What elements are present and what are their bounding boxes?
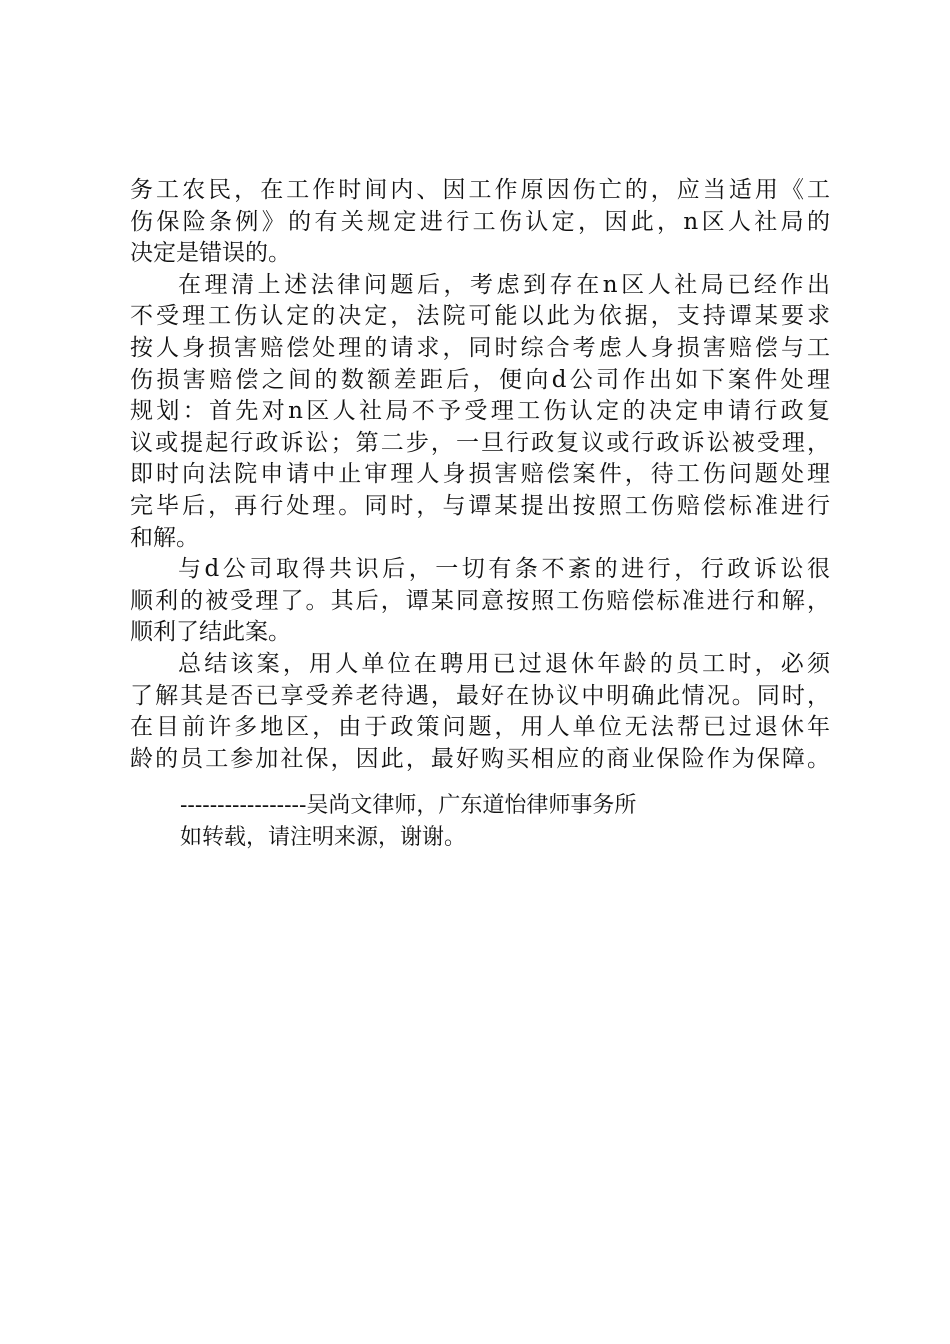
paragraph-2-line-3: 按人身损害赔偿处理的请求，同时综合考虑人身损害赔偿与工	[130, 334, 830, 361]
paragraph-4-line-4: 龄的员工参加社保，因此，最好购买相应的商业保险作为保障。	[130, 745, 830, 772]
paragraph-4-line-1: 总结该案，用人单位在聘用已过退休年龄的员工时，必须	[178, 650, 830, 677]
document-body	[130, 175, 830, 775]
repost-note: 如转载，请注明来源，谢谢。	[180, 825, 467, 850]
paragraph-1-line-3: 决定是错误的。	[130, 240, 291, 267]
paragraph-2-line-5: 规划：首先对n区人社局不予受理工伤认定的决定申请行政复	[130, 398, 830, 425]
paragraph-1-line-1: 务工农民，在工作时间内、因工作原因伤亡的，应当适用《工	[130, 177, 830, 203]
paragraph-2-line-6: 议或提起行政诉讼；第二步，一旦行政复议或行政诉讼被受理，	[130, 429, 830, 456]
paragraph-2-line-2: 不受理工伤认定的决定，法院可能以此为依据，支持谭某要求	[130, 303, 830, 330]
paragraph-2-line-7: 即时向法院申请中止审理人身损害赔偿案件，待工伤问题处理	[130, 461, 830, 488]
author-line: -----------------吴尚文律师，广东道怡律师事务所	[180, 793, 637, 818]
paragraph-4-line-3: 在目前许多地区，由于政策问题，用人单位无法帮已过退休年	[130, 714, 830, 741]
paragraph-2-line-9: 和解。	[130, 524, 199, 551]
paragraph-3-line-1: 与d公司取得共识后，一切有条不紊的进行，行政诉讼很	[178, 556, 830, 583]
paragraph-2-line-4: 伤损害赔偿之间的数额差距后，便向d公司作出如下案件处理	[130, 366, 830, 393]
paragraph-3-line-2: 顺利的被受理了。其后，谭某同意按照工伤赔偿标准进行和解，	[130, 587, 830, 614]
paragraph-2-line-8: 完毕后，再行处理。同时，与谭某提出按照工伤赔偿标准进行	[130, 492, 830, 519]
signature-block	[180, 790, 830, 854]
paragraph-3-line-3: 顺利了结此案。	[130, 619, 291, 646]
paragraph-1-line-2: 伤保险条例》的有关规定进行工伤认定，因此，n区人社局的	[130, 208, 830, 235]
paragraph-2-line-1: 在理清上述法律问题后，考虑到存在n区人社局已经作出	[178, 271, 830, 298]
paragraph-4-line-2: 了解其是否已享受养老待遇，最好在协议中明确此情况。同时，	[130, 682, 830, 709]
